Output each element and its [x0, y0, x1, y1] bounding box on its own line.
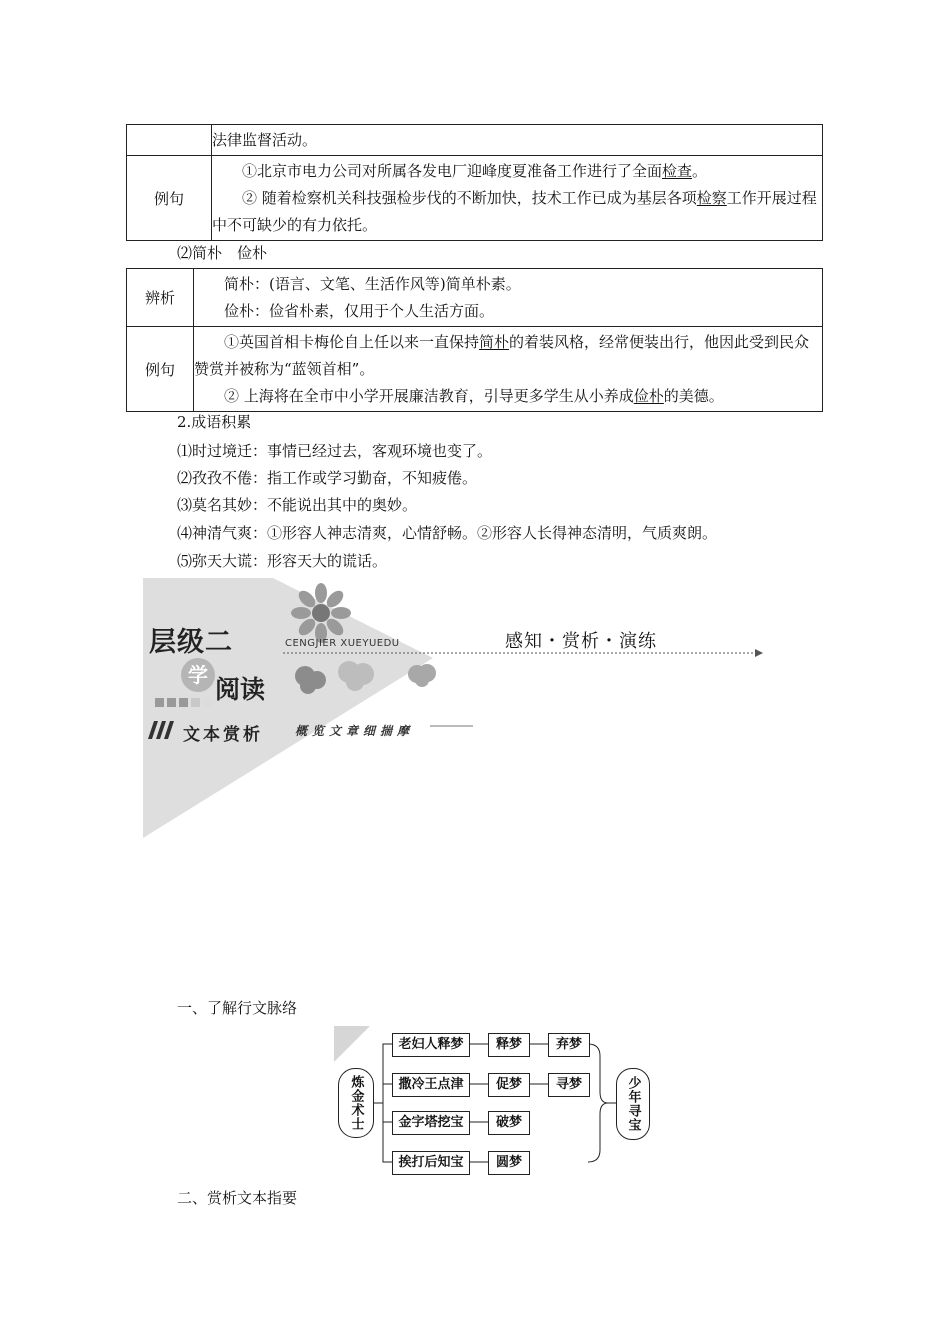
dot: [167, 698, 176, 707]
flower-icon: [286, 583, 356, 643]
idiom-item-3: ⑶莫名其妙：不能说出其中的奥妙。: [177, 496, 418, 514]
idiom-item-4: ⑷神清气爽：①形容人神志清爽，心情舒畅。②形容人长得神态清明，气质爽朗。: [177, 524, 718, 542]
small-flower-icon: [291, 662, 331, 696]
flow-stage-box: 圆梦: [488, 1151, 530, 1175]
idiom-item-5: ⑸弥天大谎：形容天大的谎话。: [177, 552, 388, 570]
empty-label-cell: [127, 125, 212, 156]
xue-circle: 学: [181, 658, 215, 692]
flowchart: [334, 1026, 654, 1176]
table-jiancha: [126, 124, 823, 241]
small-flower-icon: [333, 656, 379, 692]
example-sentence-2: ② 上海将在全市中小学开展廉洁教育，引导更多学生从小养成俭朴的美德。: [224, 386, 724, 405]
flow-stage-box: 破梦: [488, 1111, 530, 1135]
section-heading-2: 二、赏析文本指要: [177, 1189, 298, 1207]
flow-stage-box: 释梦: [488, 1033, 530, 1057]
item-2-heading: ⑵简朴 俭朴: [177, 244, 268, 262]
example-sentence-1: ①英国首相卡梅伦自上任以来一直保持简朴的着装风格，经常便装出行，他因此受到民众赞赏并被称为“蓝领首相”。: [194, 332, 810, 378]
analysis-cell: [194, 269, 823, 327]
banner-tagline: 感知・赏析・演练: [505, 631, 657, 652]
idiom-item-2: ⑵孜孜不倦：指工作或学习勤奋，不知疲倦。: [177, 469, 478, 487]
banner-pinyin: CENGJIER XUEYUEDU: [285, 638, 400, 649]
banner-background: [143, 578, 783, 838]
definition-1: 简朴：(语言、文笔、生活作风等)简单朴素。: [224, 274, 521, 293]
example-label: 例句: [127, 156, 212, 241]
table1-continuation: 法律监督活动。: [212, 125, 823, 156]
dot: [155, 698, 164, 707]
definition-2: 俭朴：俭省朴素，仅用于个人生活方面。: [224, 301, 495, 320]
stripes-icon: [148, 721, 176, 739]
banner-dots: [155, 693, 215, 711]
small-flower-icon: [405, 660, 439, 690]
dot: [179, 698, 188, 707]
analysis-label: 辨析: [127, 269, 194, 327]
example-sentence-1: ①北京市电力公司对所属各发电厂迎峰度夏准备工作进行了全面检查。: [242, 161, 708, 180]
example-cell: [194, 327, 823, 412]
banner-level-title: 层级二: [149, 627, 233, 658]
example-label: 例句: [127, 327, 194, 412]
section-banner: [143, 578, 783, 838]
example-sentence-2: ② 随着检察机关科技强检步伐的不断加快，技术工作已成为基层各项检察工作开展过程中不可缺少的有力依托。: [212, 188, 817, 234]
flowchart-left-node: 炼金术士: [338, 1068, 374, 1138]
table-jianpu: [126, 268, 823, 412]
idioms-heading: 2.成语积累: [177, 413, 252, 431]
flow-result-box: 寻梦: [548, 1073, 590, 1097]
dot: [203, 698, 212, 707]
flow-event-box: 撒冷王点津: [392, 1073, 470, 1097]
section-subtitle: 概览文章细揣摩: [295, 724, 415, 738]
flowchart-right-node: 少年寻宝: [616, 1068, 650, 1140]
example-cell: [212, 156, 823, 241]
flow-event-box: 挨打后知宝: [392, 1151, 470, 1175]
section-title: 文本赏析: [183, 725, 263, 745]
flow-event-box: 金字塔挖宝: [392, 1111, 470, 1135]
dot: [191, 698, 200, 707]
flow-event-box: 老妇人释梦: [392, 1033, 470, 1057]
flow-result-box: 弃梦: [548, 1033, 590, 1057]
idiom-item-1: ⑴时过境迁：事情已经过去，客观环境也变了。: [177, 442, 493, 460]
section-heading-1: 一、了解行文脉络: [177, 999, 298, 1017]
flow-stage-box: 促梦: [488, 1073, 530, 1097]
banner-read-title: 阅读: [215, 675, 266, 704]
